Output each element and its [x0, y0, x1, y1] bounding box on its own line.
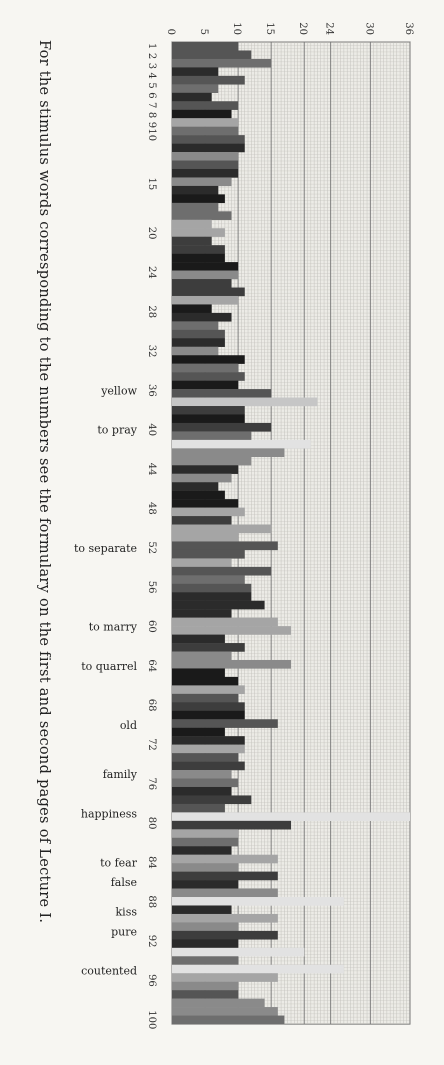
row-number-label: 100: [146, 1010, 157, 1030]
row-number-label: 92: [146, 934, 157, 948]
bar: [172, 440, 311, 449]
bar: [172, 846, 232, 855]
bar: [172, 245, 225, 254]
bar: [172, 745, 245, 754]
bar: [172, 795, 251, 804]
bar: [172, 804, 225, 813]
bar: [172, 558, 232, 567]
bar: [172, 127, 238, 136]
row-number-label: 10: [146, 128, 157, 142]
bar: [172, 161, 238, 170]
stimulus-word-label: happiness: [80, 807, 137, 821]
bar: [172, 973, 278, 982]
bar: [172, 914, 278, 923]
bar: [172, 855, 278, 864]
bar: [172, 338, 225, 347]
bar: [172, 736, 245, 745]
bar: [172, 609, 232, 618]
bar: [172, 355, 245, 364]
bar: [172, 939, 238, 948]
bar: [172, 601, 265, 610]
bar: [172, 668, 225, 677]
bar: [172, 321, 218, 330]
bar: [172, 448, 284, 457]
bar: [172, 254, 225, 263]
bar: [172, 677, 238, 686]
bar: [172, 897, 344, 906]
bar: [172, 812, 410, 821]
bar: [172, 186, 218, 195]
row-number-label: 8: [146, 111, 157, 119]
row-number-label: 56: [146, 580, 157, 594]
bar: [172, 660, 291, 669]
bar: [172, 347, 218, 356]
bar: [172, 1007, 278, 1016]
bar: [172, 101, 238, 110]
bar: [172, 482, 218, 491]
bar: [172, 304, 212, 313]
bar: [172, 999, 265, 1008]
value-tick-label: 10: [231, 22, 243, 35]
bar: [172, 50, 251, 59]
bar: [172, 922, 238, 931]
chart-caption: For the stimulus words corresponding to the numbers see the formulary on the first and second pages of Lecture I.: [36, 40, 52, 924]
bar: [172, 753, 238, 762]
bar: [172, 643, 245, 652]
value-tick-label: 0: [165, 28, 176, 35]
value-tick-label: 5: [198, 28, 210, 35]
value-tick-label: 20: [297, 22, 309, 35]
row-number-label: 4: [146, 72, 157, 79]
stimulus-word-label: family: [102, 767, 137, 781]
bar: [172, 1016, 284, 1025]
bar: [172, 982, 238, 991]
stimulus-word-labels: [74, 384, 138, 977]
bar: [172, 398, 317, 407]
stimulus-word-label: to fear: [100, 856, 137, 870]
bar: [172, 685, 245, 694]
row-number-label: 1: [146, 43, 157, 50]
bar: [172, 990, 238, 999]
bar: [172, 694, 238, 703]
row-number-label: 6: [146, 92, 157, 99]
bar: [172, 76, 245, 85]
bar: [172, 592, 251, 601]
bar: [172, 829, 238, 838]
bar: [172, 533, 238, 542]
bar: [172, 144, 245, 153]
bar: [172, 821, 291, 830]
bar: [172, 431, 251, 440]
row-number-label: 80: [146, 816, 157, 830]
bar: [172, 787, 232, 796]
row-number-label: 15: [146, 177, 157, 191]
bar: [172, 779, 238, 788]
stimulus-word-label: pure: [111, 925, 137, 939]
bar: [172, 508, 245, 517]
bar: [172, 42, 238, 51]
row-number-label: 52: [146, 541, 157, 555]
row-number-label: 24: [146, 266, 157, 279]
bar: [172, 635, 225, 644]
bar: [172, 84, 218, 93]
bar: [172, 931, 278, 940]
bar: [172, 203, 218, 212]
row-number-label: 64: [146, 659, 157, 673]
bar: [172, 770, 232, 779]
bar: [172, 863, 238, 872]
bar: [172, 364, 238, 373]
bar: [172, 457, 251, 466]
row-number-label: 88: [146, 895, 157, 909]
value-tick-label: 36: [403, 22, 414, 35]
row-number-labels: [146, 43, 157, 1029]
bar: [172, 67, 218, 76]
bar: [172, 541, 278, 550]
bar: [172, 288, 245, 297]
stimulus-word-label: to quarrel: [81, 659, 137, 673]
stimulus-word-label: old: [119, 718, 137, 732]
bar: [172, 652, 232, 661]
bar: [172, 313, 232, 322]
stimulus-word-label: coutented: [81, 964, 137, 978]
row-number-label: 3: [146, 62, 157, 70]
bar: [172, 465, 238, 474]
row-number-label: 48: [146, 502, 157, 515]
row-number-label: 76: [146, 777, 157, 791]
bar: [172, 525, 271, 534]
row-number-label: 84: [146, 856, 157, 869]
bar: [172, 271, 238, 280]
bar: [172, 618, 278, 627]
bar: [172, 905, 232, 914]
bar: [172, 296, 238, 305]
bar: [172, 423, 271, 432]
bar: [172, 626, 291, 635]
bar: [172, 872, 278, 881]
bar: [172, 237, 212, 246]
row-number-label: 28: [146, 305, 157, 319]
bar: [172, 550, 245, 559]
bar: [172, 93, 212, 102]
row-number-label: 44: [146, 462, 157, 476]
bar: [172, 262, 238, 271]
bar: [172, 110, 232, 119]
bar: [172, 584, 251, 593]
row-number-label: 96: [146, 974, 157, 987]
bar: [172, 516, 232, 525]
stimulus-word-label: kiss: [115, 905, 137, 919]
bar: [172, 118, 238, 127]
bar: [172, 838, 238, 847]
bar: [172, 762, 245, 771]
bar: [172, 956, 238, 965]
row-number-label: 20: [146, 226, 157, 240]
stimulus-word-label: to pray: [97, 423, 137, 437]
row-number-label: 2: [146, 52, 157, 60]
value-tick-label: 30: [363, 22, 375, 35]
bar: [172, 499, 238, 508]
value-tick-label: 15: [264, 22, 276, 35]
bar: [172, 372, 245, 381]
bar: [172, 728, 225, 737]
bar: [172, 211, 232, 220]
row-number-label: 36: [146, 384, 157, 397]
value-axis-ticks: [165, 22, 414, 35]
bar: [172, 406, 245, 415]
bar: [172, 702, 245, 711]
bar: [172, 330, 225, 339]
row-number-label: 7: [146, 102, 157, 109]
bar: [172, 220, 212, 229]
stimulus-word-label: to separate: [73, 541, 137, 555]
row-number-label: 9: [146, 121, 157, 129]
stimulus-word-label: false: [110, 876, 137, 890]
bar: [172, 135, 245, 144]
row-number-label: 5: [146, 82, 157, 89]
bar: [172, 169, 238, 178]
bar: [172, 474, 232, 483]
row-number-label: 72: [146, 738, 157, 751]
stimulus-word-label: to marry: [88, 620, 137, 634]
bar: [172, 279, 232, 288]
bar: [172, 59, 271, 68]
bar: [172, 228, 225, 237]
bar: [172, 575, 245, 584]
bar: [172, 965, 344, 974]
bar: [172, 880, 238, 889]
bar: [172, 414, 245, 423]
bar: [172, 381, 238, 390]
stimulus-word-label: yellow: [101, 384, 137, 398]
bar: [172, 567, 271, 576]
bar: [172, 491, 225, 500]
row-number-label: 60: [146, 620, 157, 633]
row-number-label: 40: [146, 423, 157, 437]
bar: [172, 948, 304, 957]
bar: [172, 711, 245, 720]
bar: [172, 389, 271, 398]
bar: [172, 152, 238, 161]
bar: [172, 889, 278, 898]
row-number-label: 32: [146, 344, 157, 358]
value-tick-label: 24: [323, 22, 335, 35]
bar: [172, 194, 225, 203]
bar: [172, 177, 232, 186]
bar: [172, 719, 278, 728]
row-number-label: 68: [146, 698, 157, 712]
